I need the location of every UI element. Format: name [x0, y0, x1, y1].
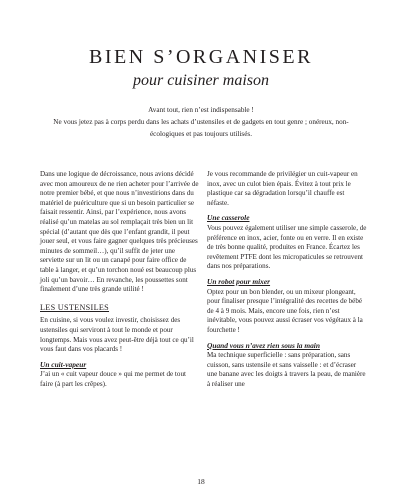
- subheading-robot: Un robot pour mixer: [207, 276, 271, 286]
- page-subtitle: pour cuisiner maison: [133, 72, 269, 89]
- left-column: [40, 170, 200, 389]
- subheading-cuit-vapeur: Un cuit-vapeur: [40, 359, 87, 369]
- subheading-casserole: Une casserole: [207, 213, 250, 223]
- page-number: 18: [197, 477, 205, 486]
- subheading-sans-rien: Quand vous n’avez rien sous la main: [207, 340, 320, 350]
- page-title: BIEN S’ORGANISER: [89, 46, 313, 68]
- left-paragraph-1: Dans une logique de décroissance, nous avions décidé avec mon amoureux de ne rien acheter pour l’arrivée de notre premier bébé, et que nous n’investirions dans du matériel de puériculture que si un besoin particulier se faisait ressentir. Ainsi, par l’expérience, nous avons réalisé qu’un matelas au sol remplaçait très bien un lit spécial (d’autant que dès que l’enfant grandit, il peut jouer seul, et vous faire gagner quelques très précieuses minutes de sommeil…), qu’il suffit de jeter une serviette sur un lit ou un canapé pour faire office de table à langer, et qu’un torchon noué est beaucoup plus joli qu’un bavoir… En revanche, les poussettes sont finalement d’une très grande utilité !: [40, 170, 199, 294]
- sans-rien-text: Ma technique superficielle : sans préparation, sans cuisson, sans ustensile et sans vaisselle : et d’écraser une banane avec les doigts à travers la peau, de manière à réaliser une: [207, 351, 366, 388]
- right-column: [207, 170, 367, 389]
- intro-block: [50, 104, 352, 140]
- robot-text: Optez pour un bon blender, ou un mixeur plongeant, pour finaliser presque l’intégralité des recettes de bébé de 4 à 9 mois. Mais, encore une fois, rien n’est inévitable, vous pouvez aussi écraser vos végétaux à la fourchette !: [207, 287, 363, 334]
- intro-line-1: Avant tout, rien n’est indispensable !: [148, 106, 254, 114]
- intro-line-2: Ne vous jetez pas à corps perdu dans les achats d’ustensiles et de gadgets en tout genre ; onéreux, non-écologiques et pas toujours utilisés.: [53, 118, 349, 138]
- casserole-text: Vous pouvez également utiliser une simple casserole, de préférence en inox, acier, fonte ou en verre. Il en existe de très bonne qualité, produites en France. Écartez les revêtement PTFE dont les micropaticules se retrouvent dans nos préparations.: [207, 223, 367, 271]
- cuit-vapeur-text: J’ai un « cuit vapeur douce » qui me permet de tout faire (à part les crêpes).: [40, 370, 186, 388]
- right-paragraph-1: Je vous recommande de privilégier un cuit-vapeur en inox, avec un culot bien épais. Évitez à tout prix le plastique car sa dégradation lorsqu’il chauffe est néfaste.: [207, 170, 358, 207]
- left-paragraph-2: En cuisine, si vous voulez investir, choisissez des ustensiles qui serviront à tout le monde et pour longtemps. Mais vous avez peut-être déjà tout ce qu’il vous faut dans vos placards !: [40, 316, 194, 354]
- section-title-ustensiles: LES USTENSILES: [40, 302, 110, 312]
